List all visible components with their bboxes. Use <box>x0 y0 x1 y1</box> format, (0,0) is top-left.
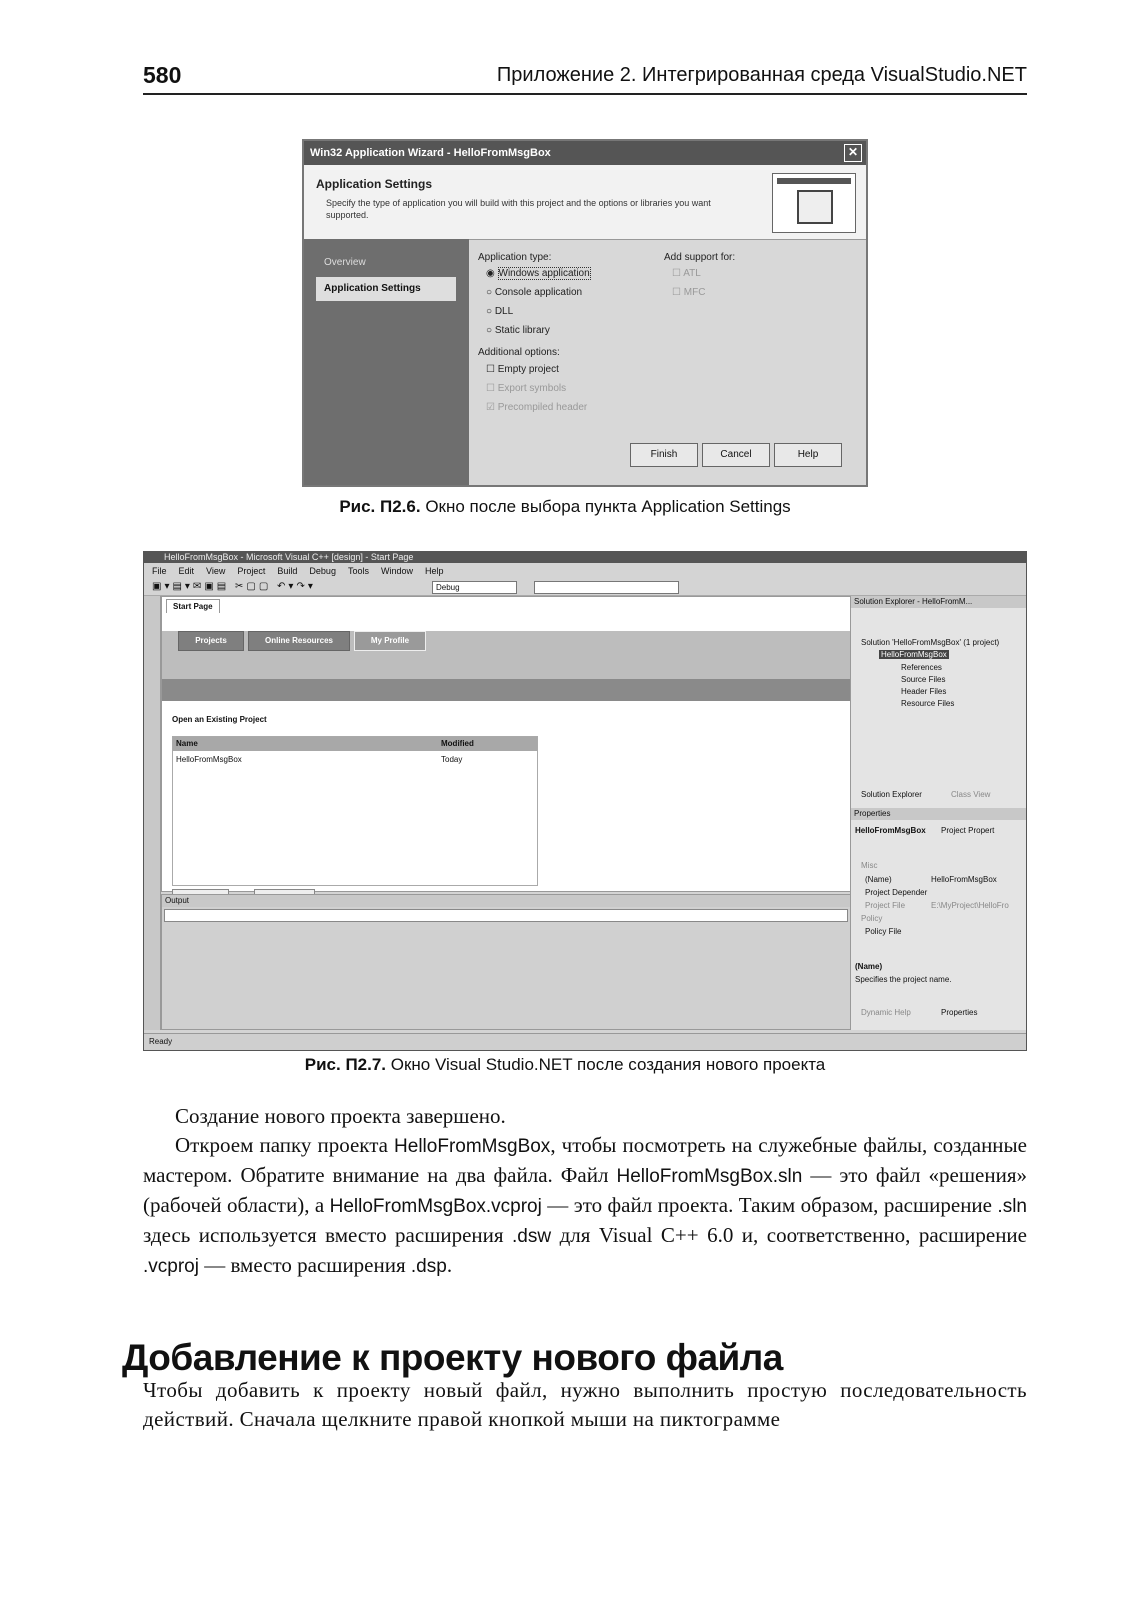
toolbar-icons[interactable]: ▣▾▤▾✉▣▤ ✂▢▢ ↶▾↷▾ <box>152 581 316 592</box>
radio-console-application[interactable]: ○ Console application <box>486 287 583 298</box>
checkbox-icon: ☐ <box>486 364 495 375</box>
menu-file[interactable]: File <box>152 566 167 576</box>
menu-tools[interactable]: Tools <box>347 566 369 576</box>
add-support-label: Add support for: <box>664 252 736 263</box>
checkbox-mfc[interactable]: ☐ MFC <box>672 287 706 298</box>
tab-dynamic-help[interactable]: Dynamic Help <box>861 1008 911 1017</box>
additional-options-label: Additional options: <box>478 347 560 358</box>
menu-project[interactable]: Project <box>237 566 266 576</box>
status-bar: Ready <box>144 1033 1026 1050</box>
wizard-window-icon <box>772 173 856 233</box>
desc-text: Specifies the project name. <box>855 975 952 984</box>
checkbox-icon: ☐ <box>486 383 495 394</box>
menu-edit[interactable]: Edit <box>178 566 195 576</box>
output-combo[interactable] <box>164 909 848 922</box>
page-number: 580 <box>143 62 182 88</box>
prop-key: Project Depender <box>865 888 928 897</box>
running-title: Приложение 2. Интегрированная среда VisualStudio.NET <box>496 64 1027 86</box>
col-name: Name <box>176 739 198 748</box>
sidebar-item-application-settings[interactable]: Application Settings <box>316 277 456 301</box>
tab-projects[interactable]: Projects <box>178 631 244 651</box>
toolbar <box>144 579 1026 596</box>
wizard-sidebar <box>304 239 469 485</box>
radio-selected-icon: ◉ <box>486 268 495 279</box>
radio-windows-application[interactable]: ◉ Windows application <box>486 268 590 279</box>
checkbox-icon: ☐ <box>672 268 681 279</box>
close-icon[interactable]: ✕ <box>844 144 862 162</box>
row-name[interactable]: HelloFromMsgBox <box>176 755 242 764</box>
paragraph-2: Откроем папку проекта HelloFromMsgBox, чтобы посмотреть на служебные файлы, созданные мастером. Обратите внимание на два файла. Файл HelloFromMsgBox.sln — это файл «решения» (рабочей области), а HelloFromMsgBox.vcproj — это файл проекта. Таким образом, расширение .sln здесь используется вместо расширения .dsw для Visual C++ 6.0 и, соответственно, расширение .vcproj — вместо расширения .dsp. <box>143 1133 1027 1277</box>
header-title: Application Settings <box>316 177 433 191</box>
row-modified: Today <box>441 755 463 764</box>
paragraph-3: Чтобы добавить к проекту новый файл, нужно выполнить простую последовательность действий. Сначала щелкните правой кнопкой мыши на пиктограмме <box>143 1378 1027 1431</box>
wizard-dialog <box>302 139 868 487</box>
dialog-title: Win32 Application Wizard - HelloFromMsgBox <box>310 147 551 159</box>
dialog-titlebar <box>304 141 866 165</box>
menu-debug[interactable]: Debug <box>309 566 336 576</box>
configuration-combo[interactable]: Debug <box>432 581 517 594</box>
header-rule <box>143 93 1027 95</box>
tree-resource-files[interactable]: Resource Files <box>901 699 955 708</box>
desc-title: (Name) <box>855 962 883 971</box>
paragraph-1: Создание нового проекта завершено. <box>175 1104 506 1128</box>
right-panel <box>850 596 1026 1030</box>
vs-titlebar: HelloFromMsgBox - Microsoft Visual C++ [design] - Start Page <box>144 552 1026 563</box>
menu-window[interactable]: Window <box>380 566 413 576</box>
tab-online-resources[interactable]: Online Resources <box>248 631 350 651</box>
tab-start-page[interactable]: Start Page <box>166 599 220 613</box>
help-button[interactable]: Help <box>774 443 842 467</box>
prop-key: (Name) <box>865 875 892 884</box>
prop-key: Policy File <box>865 927 902 936</box>
tree-header-files[interactable]: Header Files <box>901 687 947 696</box>
figure2-caption: Рис. П2.7. Окно Visual Studio.NET после создания нового проекта <box>304 1055 826 1074</box>
radio-icon: ○ <box>486 287 493 298</box>
tree-source-files[interactable]: Source Files <box>901 675 946 684</box>
prop-type[interactable]: Project Propert <box>941 826 995 835</box>
header-description: Specify the type of application you will build with this project and the options or libraries you want supported. <box>326 198 711 220</box>
tab-solution-explorer[interactable]: Solution Explorer <box>861 790 922 799</box>
output-title: Output <box>162 895 850 907</box>
menu-build[interactable]: Build <box>277 566 298 576</box>
dialog-header <box>304 165 866 240</box>
start-page-document <box>161 596 851 892</box>
prop-key: Project File <box>865 901 906 910</box>
properties-title: Properties <box>851 808 1026 820</box>
table-header <box>173 737 537 751</box>
finish-button[interactable]: Finish <box>630 443 698 467</box>
radio-icon: ○ <box>486 325 493 336</box>
vs-window <box>143 551 1027 1051</box>
tab-class-view[interactable]: Class View <box>951 790 991 799</box>
prop-category-policy: Policy <box>861 914 883 923</box>
menu-bar <box>144 564 1026 578</box>
figure1-caption: Рис. П2.6. Окно после выбора пункта Application Settings <box>339 497 791 516</box>
prop-value[interactable]: HelloFromMsgBox <box>931 875 997 884</box>
radio-icon: ○ <box>486 306 493 317</box>
cancel-button[interactable]: Cancel <box>702 443 770 467</box>
radio-dll[interactable]: ○ DLL <box>486 306 514 317</box>
tab-my-profile[interactable]: My Profile <box>354 631 426 651</box>
checkbox-icon: ☐ <box>672 287 681 298</box>
tree-project[interactable]: HelloFromMsgBox <box>881 650 947 659</box>
open-existing-project-label: Open an Existing Project <box>172 715 267 724</box>
radio-static-library[interactable]: ○ Static library <box>486 325 550 336</box>
col-modified: Modified <box>441 739 474 748</box>
sidebar-item-overview[interactable]: Overview <box>324 257 366 268</box>
server-explorer-strip[interactable] <box>144 596 161 1030</box>
app-type-label: Application type: <box>478 252 552 263</box>
tab-properties[interactable]: Properties <box>941 1008 978 1017</box>
checkbox-checked-icon: ☑ <box>486 402 495 413</box>
projects-table <box>172 736 538 886</box>
checkbox-empty-project[interactable]: ☐ Empty project <box>486 364 559 375</box>
output-pane <box>161 894 851 1030</box>
tree-references[interactable]: References <box>901 663 942 672</box>
checkbox-precompiled-header[interactable]: ☑ Precompiled header <box>486 402 588 413</box>
prop-object[interactable]: HelloFromMsgBox <box>855 826 926 835</box>
tree-solution[interactable]: Solution 'HelloFromMsgBox' (1 project) <box>861 638 1000 647</box>
menu-help[interactable]: Help <box>424 566 444 576</box>
find-combo[interactable] <box>534 581 679 594</box>
solution-explorer-title: Solution Explorer - HelloFromM... <box>851 596 1026 608</box>
prop-category-misc: Misc <box>861 861 878 870</box>
checkbox-atl[interactable]: ☐ ATL <box>672 268 701 279</box>
section-heading: Добавление к проекту нового файла <box>122 1337 783 1378</box>
menu-view[interactable]: View <box>206 566 226 576</box>
prop-value[interactable]: E:\MyProject\HelloFro <box>931 901 1009 910</box>
checkbox-export-symbols[interactable]: ☐ Export symbols <box>486 383 567 394</box>
